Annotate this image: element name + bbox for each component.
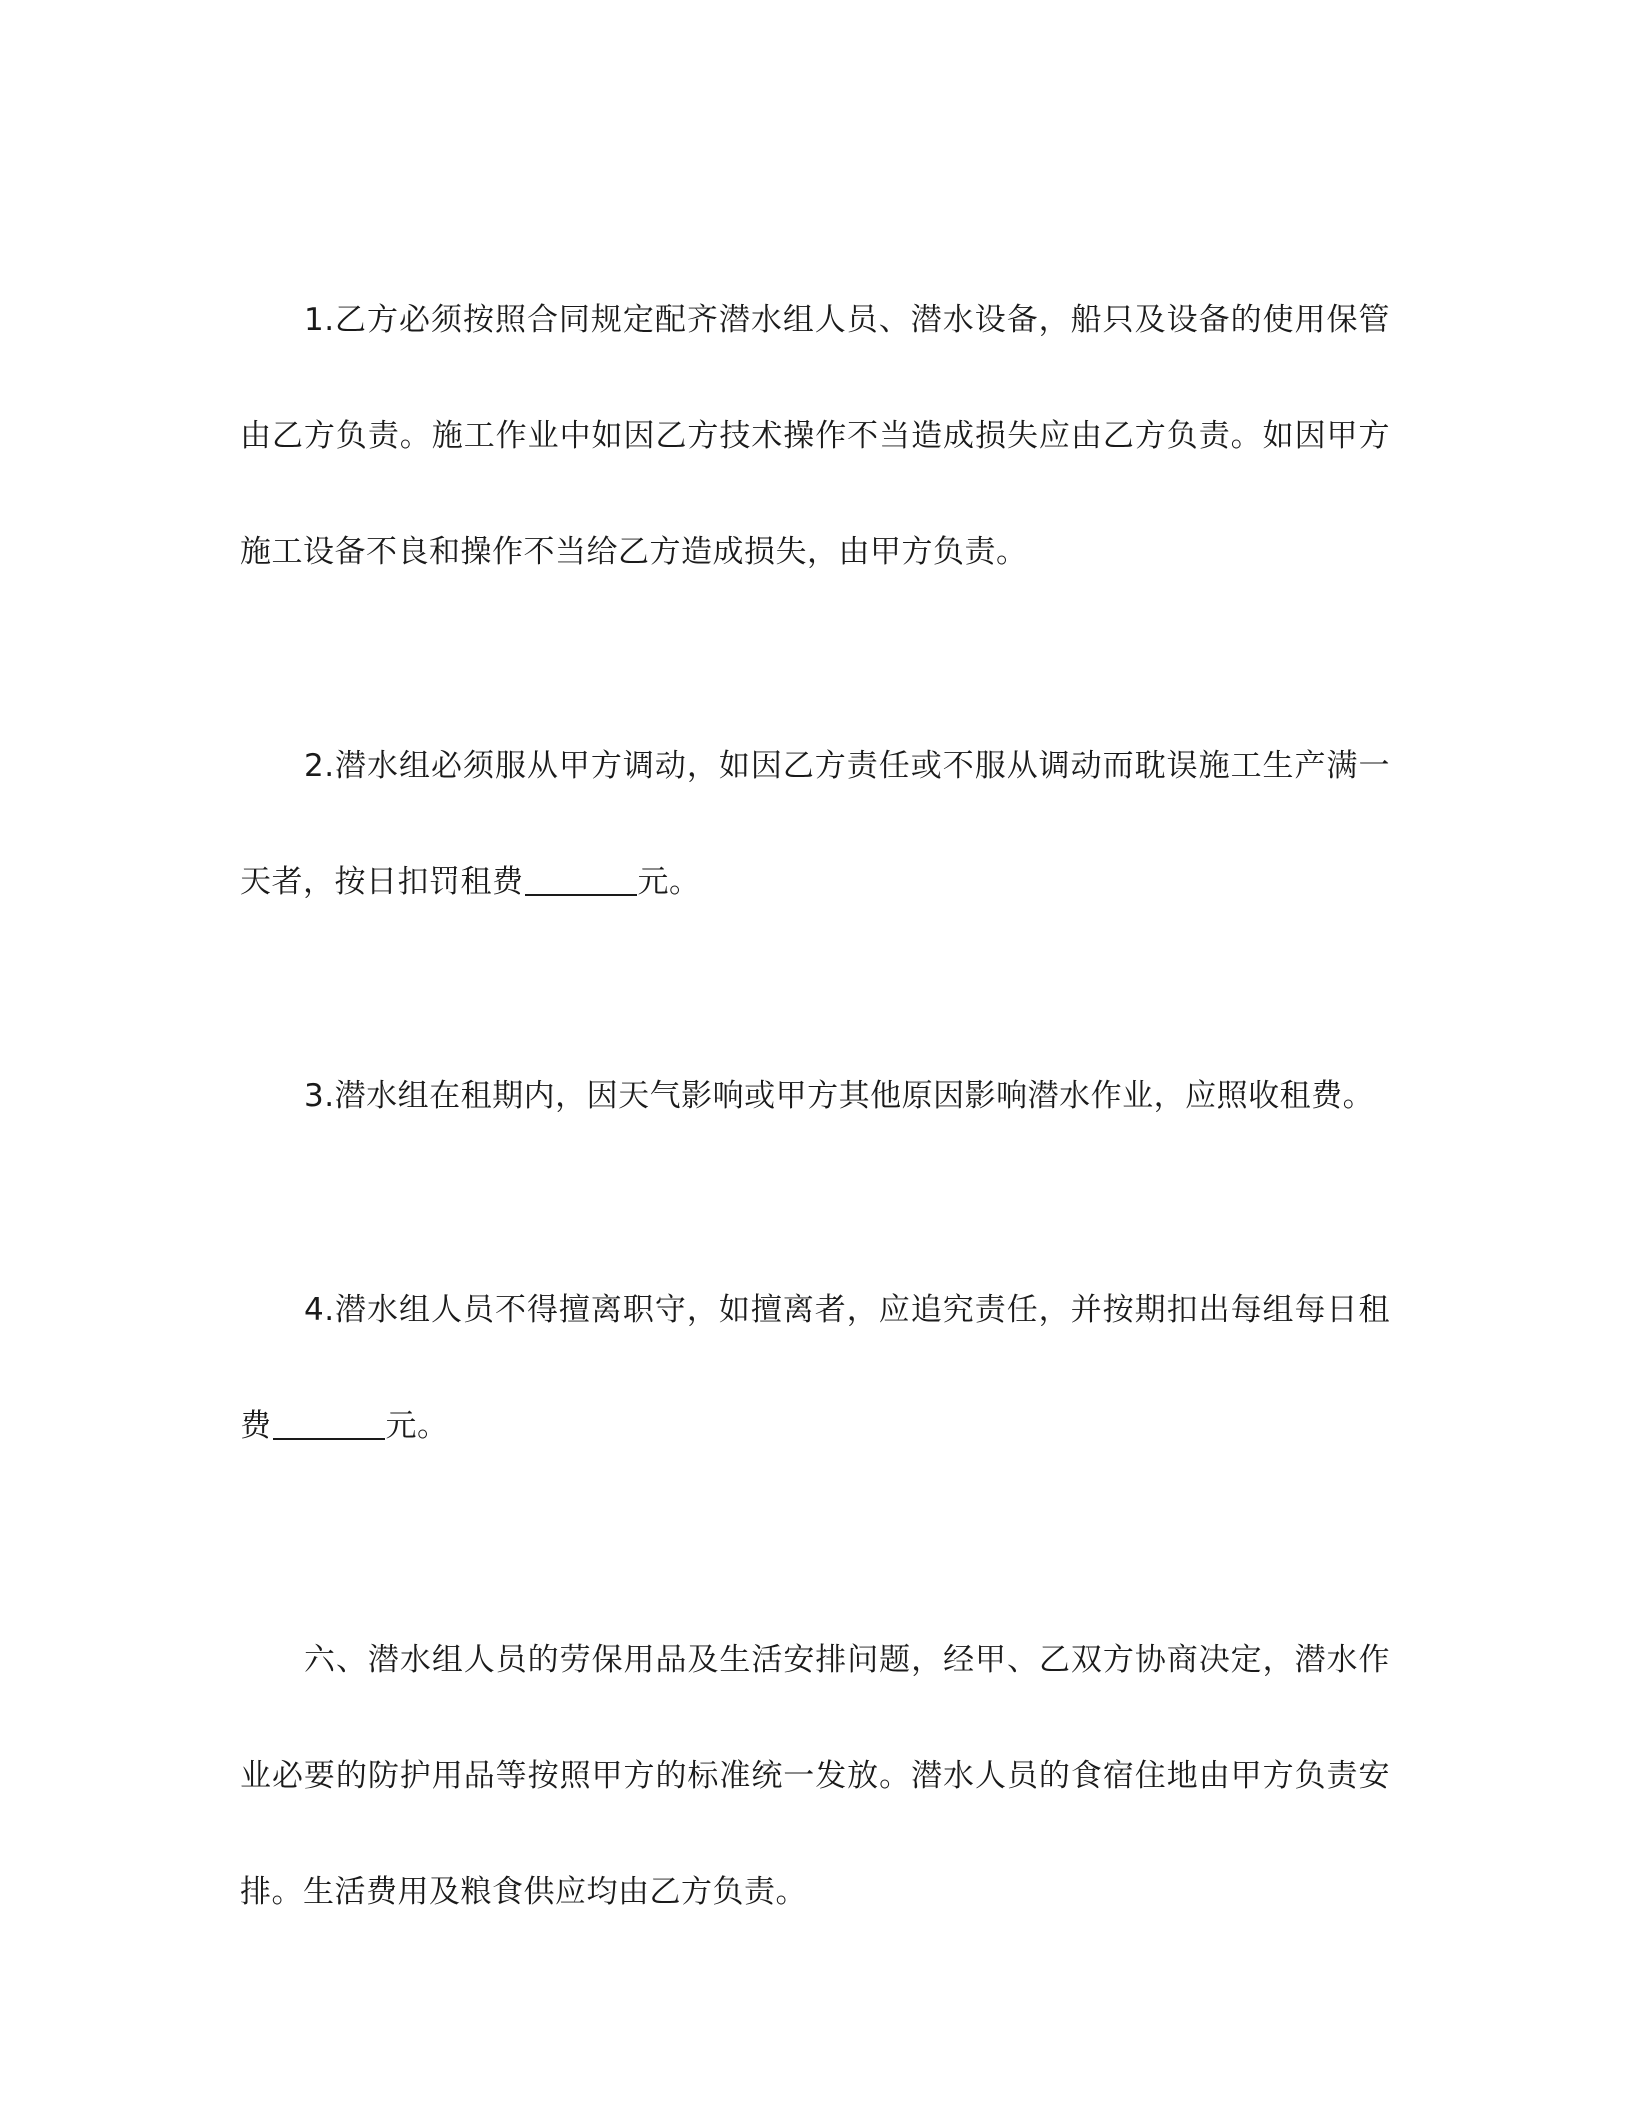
clause-4 xyxy=(240,1252,1390,1484)
paragraph-spacer xyxy=(240,1154,1390,1252)
clause-4-unit: 元。 xyxy=(385,1408,449,1444)
paragraph-spacer xyxy=(240,940,1390,1038)
clause-1-text: 1.乙方必须按照合同规定配齐潜水组人员、潜水设备，船只及设备的使用保管由乙方负责。施工作业中如因乙方技术操作不当造成损失应由乙方负责。如因甲方施工设备不良和操作不当给乙方造成损失，由甲方负责。 xyxy=(240,302,1390,570)
paragraph-spacer xyxy=(240,1484,1390,1602)
clause-2 xyxy=(240,708,1390,940)
paragraph-spacer xyxy=(240,610,1390,708)
clause-3-text: 3.潜水组在租期内，因天气影响或甲方其他原因影响潜水作业，应照收租费。 xyxy=(304,1078,1375,1114)
clause-1 xyxy=(240,262,1390,610)
fill-in-blank[interactable] xyxy=(273,1408,385,1440)
document-body xyxy=(240,262,1390,1950)
clause-2-text: 2.潜水组必须服从甲方调动，如因乙方责任或不服从调动而耽误施工生产满一天者，按日扣罚租费 xyxy=(240,748,1390,900)
clause-2-unit: 元。 xyxy=(637,864,701,900)
clause-3 xyxy=(240,1038,1390,1154)
section-6 xyxy=(240,1602,1390,1950)
fill-in-blank[interactable] xyxy=(525,864,637,896)
section-6-text: 六、潜水组人员的劳保用品及生活安排问题，经甲、乙双方协商决定，潜水作业必要的防护用品等按照甲方的标准统一发放。潜水人员的食宿住地由甲方负责安排。生活费用及粮食供应均由乙方负责。 xyxy=(240,1642,1390,1910)
clause-4-text: 4.潜水组人员不得擅离职守，如擅离者，应追究责任，并按期扣出每组每日租费 xyxy=(240,1292,1390,1444)
